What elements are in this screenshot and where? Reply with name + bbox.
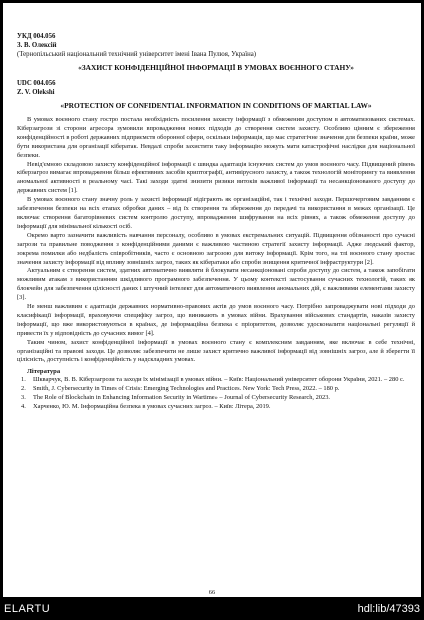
reference-number: 2. — [21, 385, 26, 393]
references-heading: Література — [27, 368, 61, 376]
footer-bar — [0, 600, 424, 620]
paragraph-5: Актуальним є створення систем, здатних автоматично виявляти й блокувати несанкціоновані спроби доступу до систем, а також запобігати можливим атакам з використанням шкідливого програмного забезпечення. У цьому контексті застосування сучасних технологій, таких як блокчейн для забезпечення цілісності даних і штучний інтелект для автоматичного виявлення аномальних дій, є важливими елементами захисту [3]. — [17, 267, 415, 302]
reference-text: Smith, J. Cybersecurity in Times of Crisis: Emerging Technologies and Practices. New York: Tech Press, 2022. – 180 p. — [33, 385, 340, 393]
title-ua: «ЗАХИСТ КОНФІДЕНЦІЙНОЇ ІНФОРМАЦІЇ В УМОВАХ ВОЄННОГО СТАНУ» — [78, 63, 354, 72]
reference-number: 3. — [21, 394, 26, 402]
udc-ua: УКД 004.056 — [17, 33, 56, 40]
reference-item — [17, 394, 415, 403]
reference-number: 4. — [21, 403, 26, 411]
affiliation-ua: (Тернопільський національний технічний університет імені Івана Пулюя, Україна) — [17, 51, 257, 58]
reference-text: Шкварчук, В. В. Кіберзагрози та заходи їх мінімізації в умовах війни. – Київ: Національний університет оборони України, 2021. – 280 с. — [33, 376, 405, 384]
paragraph-1: В умовах воєнного стану гостро постала необхідність посилення захисту інформації з обмеженим доступом в автоматизованих системах. Кіберзагрози зі сторони агресора зумовили впровадження нових підходів до створення систем захисту. Особливо цінним є збереження конфіденційності в роботі державних підприємств оборонної сфери, оскільки інформація, що має стратегічне значення для безпеки країни, може бути використана для організації кібератак. Невдалі спроби захистити таку інформацію можуть мати катастрофічні наслідки для національної безпеки. — [17, 116, 415, 159]
title-en: «PROTECTION OF CONFIDENTIAL INFORMATION IN CONDITIONS OF MARTIAL LAW» — [60, 101, 372, 110]
author-ua: З. В. Олексій — [17, 42, 57, 49]
paragraph-7: Таким чином, захист конфіденційної інформації в умовах воєнного стану є комплексним завданням, яке включає в себе технічні, організаційні та правові заходи. Це дозволяє забезпечити не лише захист критично важливої інформації від зовнішніх загроз, але й зберегти її цілісність, доступність і конфіденційність у надскладних умовах. — [17, 338, 415, 364]
paragraph-6: Не менш важливим є адаптація державних нормативно-правових актів до умов воєнного часу. Потрібно запроваджувати нові підходи до класифікації інформації, враховуючи специфіку загроз, що виникають в умовах війни. Врахування військових стандартів, наказів захисту інформації, що вже використовуються в країнах, де інформаційна безпека є пріоритетом, дозволяє удосконалити національні регуляції й привести їх у відповідність до сучасних вимог [4]. — [17, 303, 415, 337]
reference-item — [17, 385, 415, 394]
paragraph-2: Невід'ємною складовою захисту конфіденційної інформації є швидка адаптація існуючих систем до умов воєнного часу. Підвищений рівень кіберзагроз вимагає впровадження більш ефективних засобів криптографії, антивірусного захисту, а також технологій моніторингу та виявлення аномальної активності в реальному часі. Такі заходи здатні знизити ризики витоків важливої інформації та несанкціонованого доступу до державних систем [1]. — [17, 160, 415, 195]
reference-text: Харченко, Ю. М. Інформаційна безпека в умовах сучасних загроз. – Київ: Літера, 2019. — [33, 403, 271, 411]
reference-item — [17, 403, 415, 412]
references-list — [17, 376, 415, 412]
page-number: 66 — [208, 589, 216, 596]
page-content — [17, 32, 415, 412]
udc-en: UDC 004.056 — [17, 80, 56, 87]
paragraph-3: В умовах воєнного стану значну роль у захисті інформації відіграють як організаційні, так і технічні заходи. Першочерговим завданням є забезпечення безпеки на всіх етапах обробки даних – від їх створення та збереження до передачі та використання в межах організації. Це включає створення багаторівневих систем контролю доступу, впровадження шифрування на всіх рівнях, а також обмеження доступу до інформації для мінімальної кількості осіб. — [17, 196, 415, 230]
repository-name: ELARTU — [4, 603, 51, 615]
reference-text: The Role of Blockchain in Enhancing Information Security in Wartime» – Journal of Cybersecurity Research, 2023. — [33, 394, 330, 402]
paragraph-4: Окремо варто зазначити важливість навчання персоналу, особливо в умовах екстремальних ситуацій. Підвищення обізнаності про сучасні загрози та правильне поводження з конфіденційними даними є важливою частиною стратегії захисту інформації. Адже людський фактор, зокрема помилки або недбалість співробітників, часто є основною загрозою для витоку інформації. Крім того, на тлі воєнного стану зростає значення захисту інформації від впливу зовнішніх загроз, таких як кібератаки або спроби знищення критичної інфраструктури [2]. — [17, 231, 415, 266]
reference-item — [17, 376, 415, 385]
handle-id: hdl:lib/47393 — [357, 603, 420, 615]
reference-number: 1. — [21, 376, 26, 384]
author-en: Z. V. Olekshi — [17, 89, 55, 96]
